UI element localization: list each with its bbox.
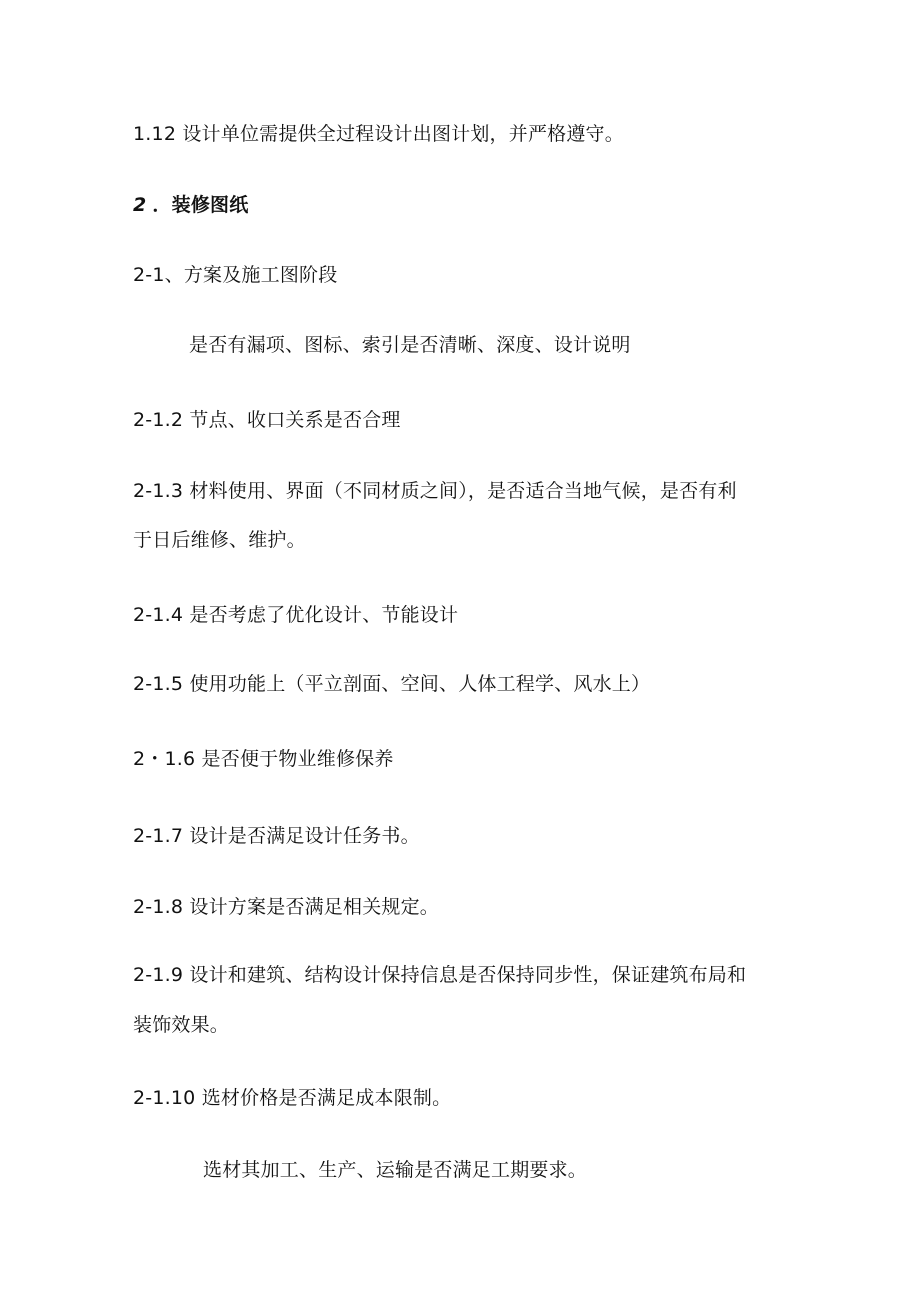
- item-2-1-10: 2-1.10 选材价格是否满足成本限制。: [133, 1087, 452, 1109]
- item-2-1-9-cont: 装饰效果。: [133, 1014, 230, 1036]
- item-2-1-7: 2-1.7 设计是否满足设计任务书。: [133, 825, 420, 847]
- item-1-12: 1.12 设计单位需提供全过程设计出图计划，并严格遵守。: [133, 123, 624, 145]
- item-2-1-3-cont: 于日后维修、维护。: [133, 529, 306, 551]
- item-2-1-3: 2-1.3 材料使用、界面（不同材质之间），是否适合当地气候，是否有利: [133, 480, 737, 502]
- section-title: ．装修图纸: [152, 194, 249, 216]
- section-heading: [133, 192, 248, 218]
- item-2-1-1: 是否有漏项、图标、索引是否清晰、深度、设计说明: [189, 334, 631, 356]
- item-2-1-11: 选材其加工、生产、运输是否满足工期要求。: [203, 1159, 588, 1181]
- item-2-1-9: 2-1.9 设计和建筑、结构设计保持信息是否保持同步性，保证建筑布局和: [133, 964, 747, 986]
- item-2-1-5: 2-1.5 使用功能上（平立剖面、空间、人体工程学、风水上）: [133, 673, 651, 695]
- item-2-1-2: 2-1.2 节点、收口关系是否合理: [133, 409, 401, 431]
- subsection-2-1: 2-1、方案及施工图阶段: [133, 264, 338, 286]
- section-number: 2: [133, 194, 147, 216]
- item-2-1-4: 2-1.4 是否考虑了优化设计、节能设计: [133, 604, 459, 626]
- item-2-1-8: 2-1.8 设计方案是否满足相关规定。: [133, 896, 440, 918]
- item-2-1-6: 2・1.6 是否便于物业维修保养: [133, 748, 394, 770]
